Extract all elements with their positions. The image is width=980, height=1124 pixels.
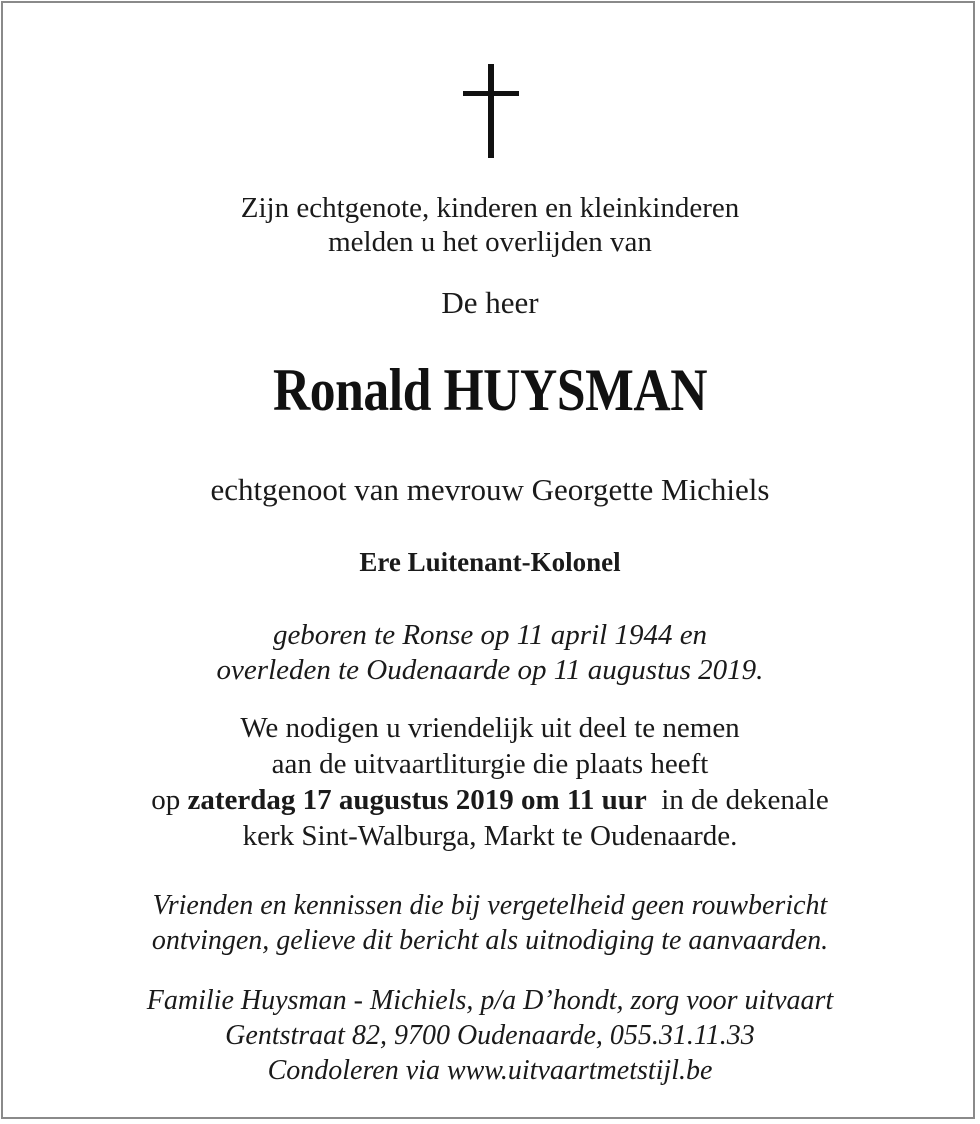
funeral-date-time: zaterdag 17 augustus 2019 om 11 uur	[187, 784, 647, 816]
rank-title: Ere Luitenant-Kolonel	[359, 547, 621, 577]
condolence-website: Condoleren via www.uitvaartmetstijl.be	[267, 1055, 713, 1086]
spouse-line: echtgenoot van mevrouw Georgette Michiels	[210, 472, 770, 507]
contact-line-1: Familie Huysman - Michiels, p/a D’hondt, zorg voor uitvaart	[146, 985, 834, 1016]
birth-line: geboren te Ronse op 11 april 1944 en	[272, 619, 708, 651]
intro-line-1: Zijn echtgenote, kinderen en kleinkinderen	[240, 192, 740, 224]
cross-icon	[463, 64, 519, 158]
invitation-line-4: kerk Sint-Walburga, Markt te Oudenaarde.	[242, 820, 738, 852]
friends-note-line-1: Vrienden en kennissen die bij vergetelheid geen rouwbericht	[152, 890, 828, 921]
death-line: overleden te Oudenaarde op 11 augustus 2019.	[216, 654, 764, 686]
invitation-line-3-post: in de dekenale	[646, 784, 829, 816]
invitation-line-2: aan de uitvaartliturgie die plaats heeft	[271, 748, 709, 780]
friends-note-line-2: ontvingen, gelieve dit bericht als uitnodiging te aanvaarden.	[151, 925, 829, 956]
invitation-line-1: We nodigen u vriendelijk uit deel te nemen	[240, 712, 740, 744]
contact-line-2: Gentstraat 82, 9700 Oudenaarde, 055.31.11.33	[225, 1020, 755, 1051]
honorific: De heer	[441, 285, 539, 320]
invitation-line-3-pre: op	[151, 784, 188, 816]
invitation-line-3	[0, 784, 980, 817]
intro-line-2: melden u het overlijden van	[328, 226, 652, 258]
deceased-name: Ronald HUYSMAN	[272, 357, 708, 423]
